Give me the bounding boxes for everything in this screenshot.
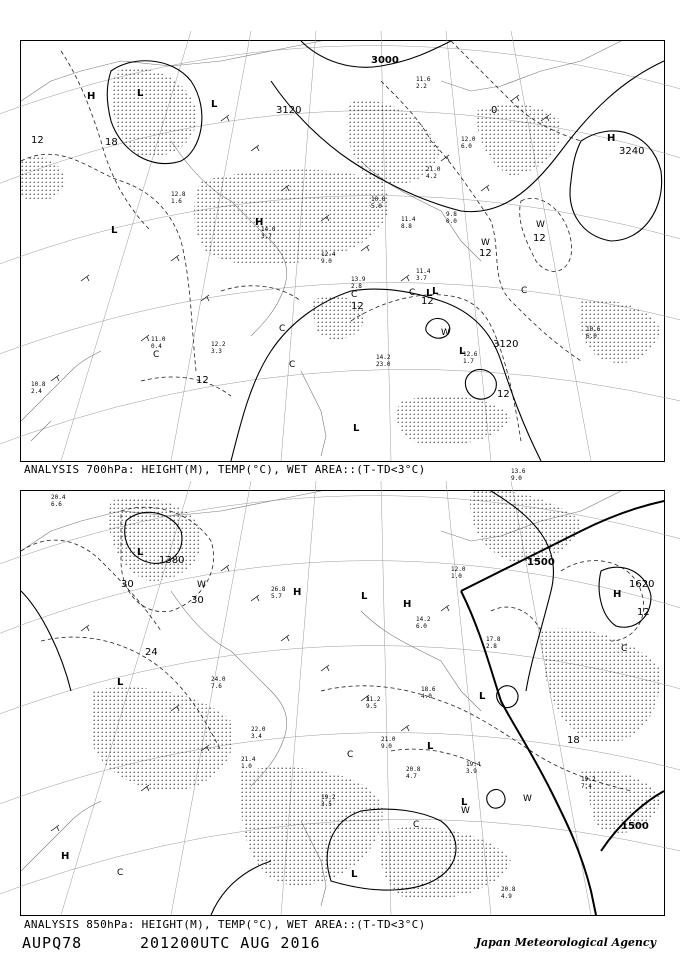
chart-code: AUPQ78 (22, 934, 83, 952)
map-panel-850hpa (20, 490, 665, 916)
high-center-marker: H (255, 217, 264, 228)
low-center-marker: L (361, 591, 368, 602)
obs-value: 17.8 (486, 636, 501, 643)
obs-value: 12.2 (211, 341, 226, 348)
obs-value: 20.4 (51, 494, 66, 501)
obs-value: 18.6 (421, 686, 436, 693)
obs-value: 7.6 (211, 683, 222, 690)
low-center-marker: L (459, 346, 466, 357)
height-label: 1500 (527, 557, 555, 568)
obs-value: 1.0 (241, 763, 252, 770)
panel-caption-850hpa: ANALYSIS 850hPa: HEIGHT(M), TEMP(°C), WET AREA::(T-TD<3°C) (24, 918, 426, 931)
obs-value: 10.6 (586, 326, 601, 333)
warm-marker: W (523, 794, 532, 804)
obs-value: 6.0 (416, 623, 427, 630)
obs-value: 3.3 (211, 348, 222, 355)
obs-value: 12.6 (463, 351, 478, 358)
temp-label: 12 (31, 135, 44, 146)
obs-value: 14.2 (376, 354, 391, 361)
height-label: 1620 (629, 579, 655, 590)
low-center-marker: L (111, 225, 118, 236)
obs-value: 13.6 (511, 468, 526, 475)
obs-value: 6.0 (586, 333, 597, 340)
obs-value: 4.9 (501, 893, 512, 900)
height-label: 3120 (493, 339, 519, 350)
height-label: 3000 (371, 55, 399, 66)
obs-value: 2.8 (351, 283, 362, 290)
temp-label: 12 (637, 607, 650, 618)
low-center-marker: L (351, 869, 358, 880)
obs-value: 11.4 (416, 268, 431, 275)
height-label: 1380 (159, 555, 185, 566)
temp-label: 24 (145, 647, 158, 658)
temp-label: 18 (567, 735, 580, 746)
obs-value: 3.5 (321, 801, 332, 808)
low-center-marker: L (137, 88, 144, 99)
obs-value: 1.6 (171, 198, 182, 205)
agency-name: Japan Meteorological Agency (475, 936, 656, 949)
cold-marker: C (413, 820, 420, 830)
obs-value: 3.7 (261, 233, 272, 240)
low-center-marker: L (137, 547, 144, 558)
obs-value: 11.4 (401, 216, 416, 223)
height-label: 1500 (621, 821, 649, 832)
low-center-marker: L (117, 677, 124, 688)
obs-value: 12.0 (451, 566, 466, 573)
obs-value: 1.0 (451, 573, 462, 580)
high-center-marker: H (403, 599, 412, 610)
high-center-marker: H (613, 589, 622, 600)
low-center-marker: L (427, 741, 434, 752)
warm-marker: W (481, 238, 490, 248)
obs-value: 20.8 (501, 886, 516, 893)
obs-value: 12.4 (321, 251, 336, 258)
warm-marker: W (441, 328, 450, 338)
obs-value: 3.4 (251, 733, 262, 740)
cold-marker: C (409, 288, 416, 298)
height-label: 3120 (276, 105, 302, 116)
obs-value: 9.8 (446, 211, 457, 218)
low-center-marker: L (432, 286, 439, 297)
valid-time: 201200UTC AUG 2016 (140, 934, 321, 952)
low-center-marker: L (479, 691, 486, 702)
obs-value: 11.6 (416, 76, 431, 83)
obs-value: 19.2 (321, 794, 336, 801)
map-850hpa-canvas (21, 491, 664, 915)
obs-value: 1.7 (463, 358, 474, 365)
temp-label: 18 (105, 137, 118, 148)
obs-value: 5.7 (271, 593, 282, 600)
obs-value: 12.8 (171, 191, 186, 198)
warm-marker: W (197, 580, 206, 590)
temp-label: 30 (191, 595, 204, 606)
obs-value: 26.8 (271, 586, 286, 593)
cold-marker: C (279, 324, 286, 334)
low-center-marker: L (426, 288, 433, 299)
height-label: 3240 (619, 146, 645, 157)
temp-label: 0 (491, 105, 498, 116)
obs-value: 2.8 (486, 643, 497, 650)
warm-marker: W (461, 806, 470, 816)
obs-value: 21.4 (241, 756, 256, 763)
obs-value: 21.0 (426, 166, 441, 173)
panel-caption-700hpa: ANALYSIS 700hPa: HEIGHT(M), TEMP(°C), WET AREA::(T-TD<3°C) (24, 463, 426, 476)
temp-label: 30 (121, 579, 134, 590)
obs-value: 13.9 (351, 276, 366, 283)
obs-value: 3.7 (416, 275, 427, 282)
obs-value: 19.2 (581, 776, 596, 783)
obs-value: 5.0 (371, 203, 382, 210)
obs-value: 0.4 (151, 343, 162, 350)
obs-value: 2.2 (416, 83, 427, 90)
obs-value: 9.5 (366, 703, 377, 710)
obs-value: 19.4 (466, 761, 481, 768)
temp-label: 12 (533, 233, 546, 244)
cold-marker: C (351, 290, 358, 300)
obs-value: 14.0 (261, 226, 276, 233)
cold-marker: C (347, 750, 354, 760)
temp-label: 12 (196, 375, 209, 386)
obs-value: 10.8 (31, 381, 46, 388)
cold-marker: C (289, 360, 296, 370)
obs-value: 2.4 (31, 388, 42, 395)
obs-value: 12.0 (461, 136, 476, 143)
cold-marker: C (153, 350, 160, 360)
cold-marker: C (521, 286, 528, 296)
wet-areas (91, 490, 661, 899)
low-center-marker: L (211, 99, 218, 110)
temp-label: 12 (497, 389, 510, 400)
obs-value: 7.4 (581, 783, 592, 790)
obs-value: 11.0 (151, 336, 166, 343)
obs-value: 9.0 (381, 743, 392, 750)
obs-value: 6.6 (51, 501, 62, 508)
cold-marker: C (621, 644, 628, 654)
obs-value: 4.0 (421, 693, 432, 700)
temp-label: 12 (479, 248, 492, 259)
obs-value: 4.2 (426, 173, 437, 180)
cold-marker: C (117, 868, 124, 878)
obs-value: 21.2 (366, 696, 381, 703)
obs-value: 23.0 (376, 361, 391, 368)
high-center-marker: H (87, 91, 96, 102)
obs-value: 14.2 (416, 616, 431, 623)
obs-value: 8.8 (401, 223, 412, 230)
obs-value: 10.8 (371, 196, 386, 203)
high-center-marker: H (61, 851, 70, 862)
obs-value: 4.7 (406, 773, 417, 780)
obs-value: 3.9 (466, 768, 477, 775)
high-center-marker: H (293, 587, 302, 598)
temp-label: 12 (421, 296, 434, 307)
obs-value: 9.0 (321, 258, 332, 265)
temp-label: 12 (351, 301, 364, 312)
obs-value: 24.0 (211, 676, 226, 683)
obs-value: 20.8 (406, 766, 421, 773)
obs-value: 21.0 (381, 736, 396, 743)
wet-areas (21, 68, 661, 444)
low-center-marker: L (353, 423, 360, 434)
warm-marker: W (536, 220, 545, 230)
obs-value: 9.0 (511, 475, 522, 482)
obs-value: 22.0 (251, 726, 266, 733)
obs-value: 0.0 (446, 218, 457, 225)
high-center-marker: H (607, 133, 616, 144)
obs-value: 6.0 (461, 143, 472, 150)
low-center-marker: L (461, 797, 468, 808)
